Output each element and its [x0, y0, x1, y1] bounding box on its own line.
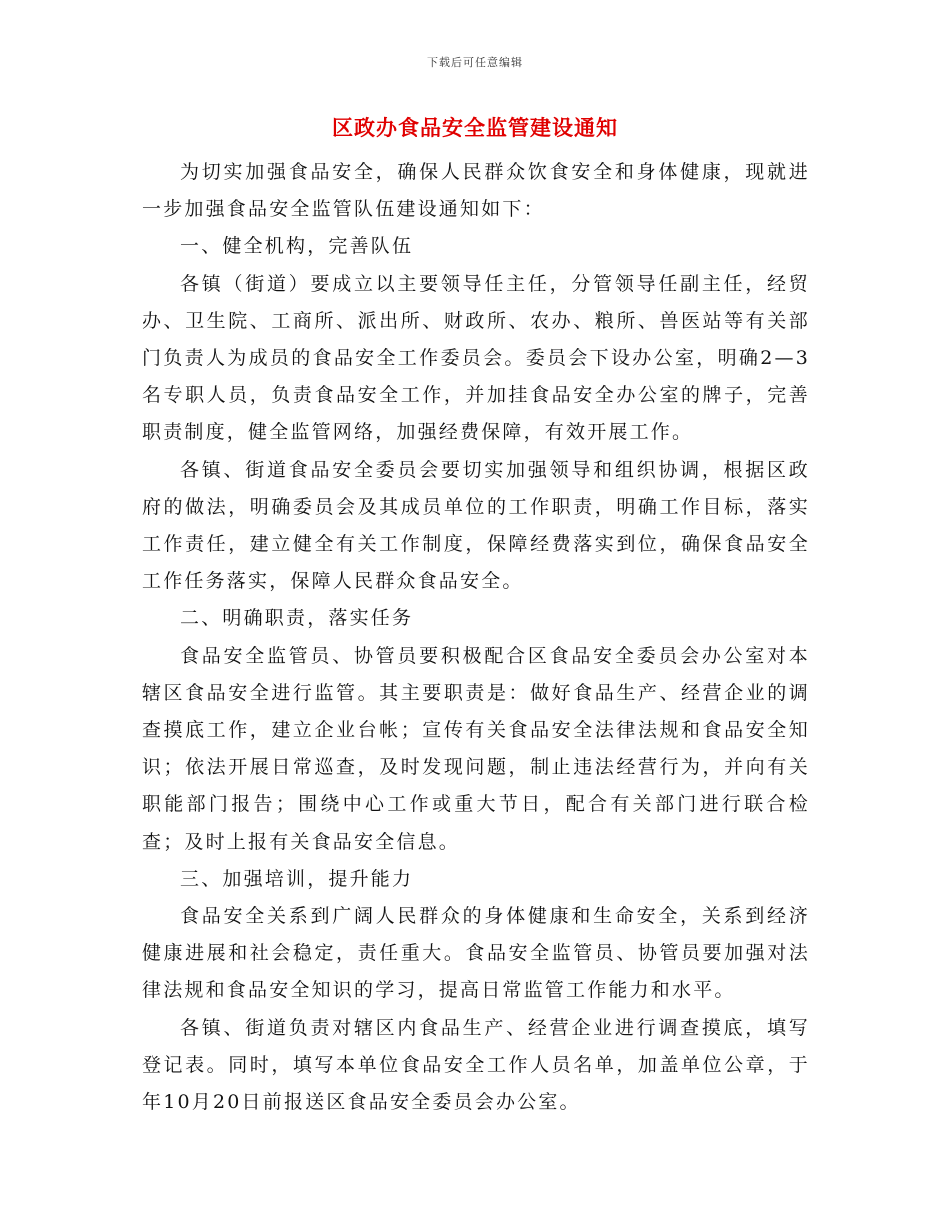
section-heading-2: 二、明确职责，落实任务 — [180, 607, 414, 630]
body-paragraph: 各镇、街道食品安全委员会要切实加强领导和组织协调，根据区政府的做法，明确委员会及其成员单位的工作职责，明确工作目标，落实工作责任，建立健全有关工作制度，保障经费落实到位，确保食品安全工作任务落实，保障人民群众食品安全。 — [142, 458, 810, 593]
body-paragraph: 食品安全关系到广阔人民群众的身体健康和生命安全，关系到经济健康进展和社会稳定，责任重大。食品安全监管员、协管员要加强对法律法规和食品安全知识的学习，提高日常监管工作能力和水平。 — [142, 905, 810, 1002]
document-body — [142, 154, 810, 1121]
section-heading-1: 一、健全机构，完善队伍 — [180, 235, 414, 258]
section-heading-3: 三、加强培训，提升能力 — [180, 867, 414, 890]
document-title: 区政办食品安全监管建设通知 — [332, 115, 618, 140]
header-note: 下载后可任意编辑 — [427, 56, 523, 69]
body-paragraph: 各镇（街道）要成立以主要领导任主任，分管领导任副主任，经贸办、卫生院、工商所、派出所、财政所、农办、粮所、兽医站等有关部门负责人为成员的食品安全工作委员会。委员会下设办公室，明确2—3名专职人员，负责食品安全工作，并加挂食品安全办公室的牌子，完善职责制度，健全监管网络，加强经费保障，有效开展工作。 — [142, 272, 810, 444]
body-paragraph: 各镇、街道负责对辖区内食品生产、经营企业进行调查摸底，填写登记表。同时，填写本单位食品安全工作人员名单，加盖单位公章，于年10月20日前报送区食品安全委员会办公室。 — [142, 1016, 810, 1114]
body-paragraph: 食品安全监管员、协管员要积极配合区食品安全委员会办公室对本辖区食品安全进行监管。其主要职责是：做好食品生产、经营企业的调查摸底工作，建立企业台帐；宣传有关食品安全法律法规和食品安全知识；依法开展日常巡查，及时发现问题，制止违法经营行为，并向有关职能部门报告；围绕中心工作或重大节日，配合有关部门进行联合检查；及时上报有关食品安全信息。 — [142, 644, 810, 853]
intro-paragraph: 为切实加强食品安全，确保人民群众饮食安全和身体健康，现就进一步加强食品安全监管队伍建设通知如下： — [142, 161, 810, 221]
